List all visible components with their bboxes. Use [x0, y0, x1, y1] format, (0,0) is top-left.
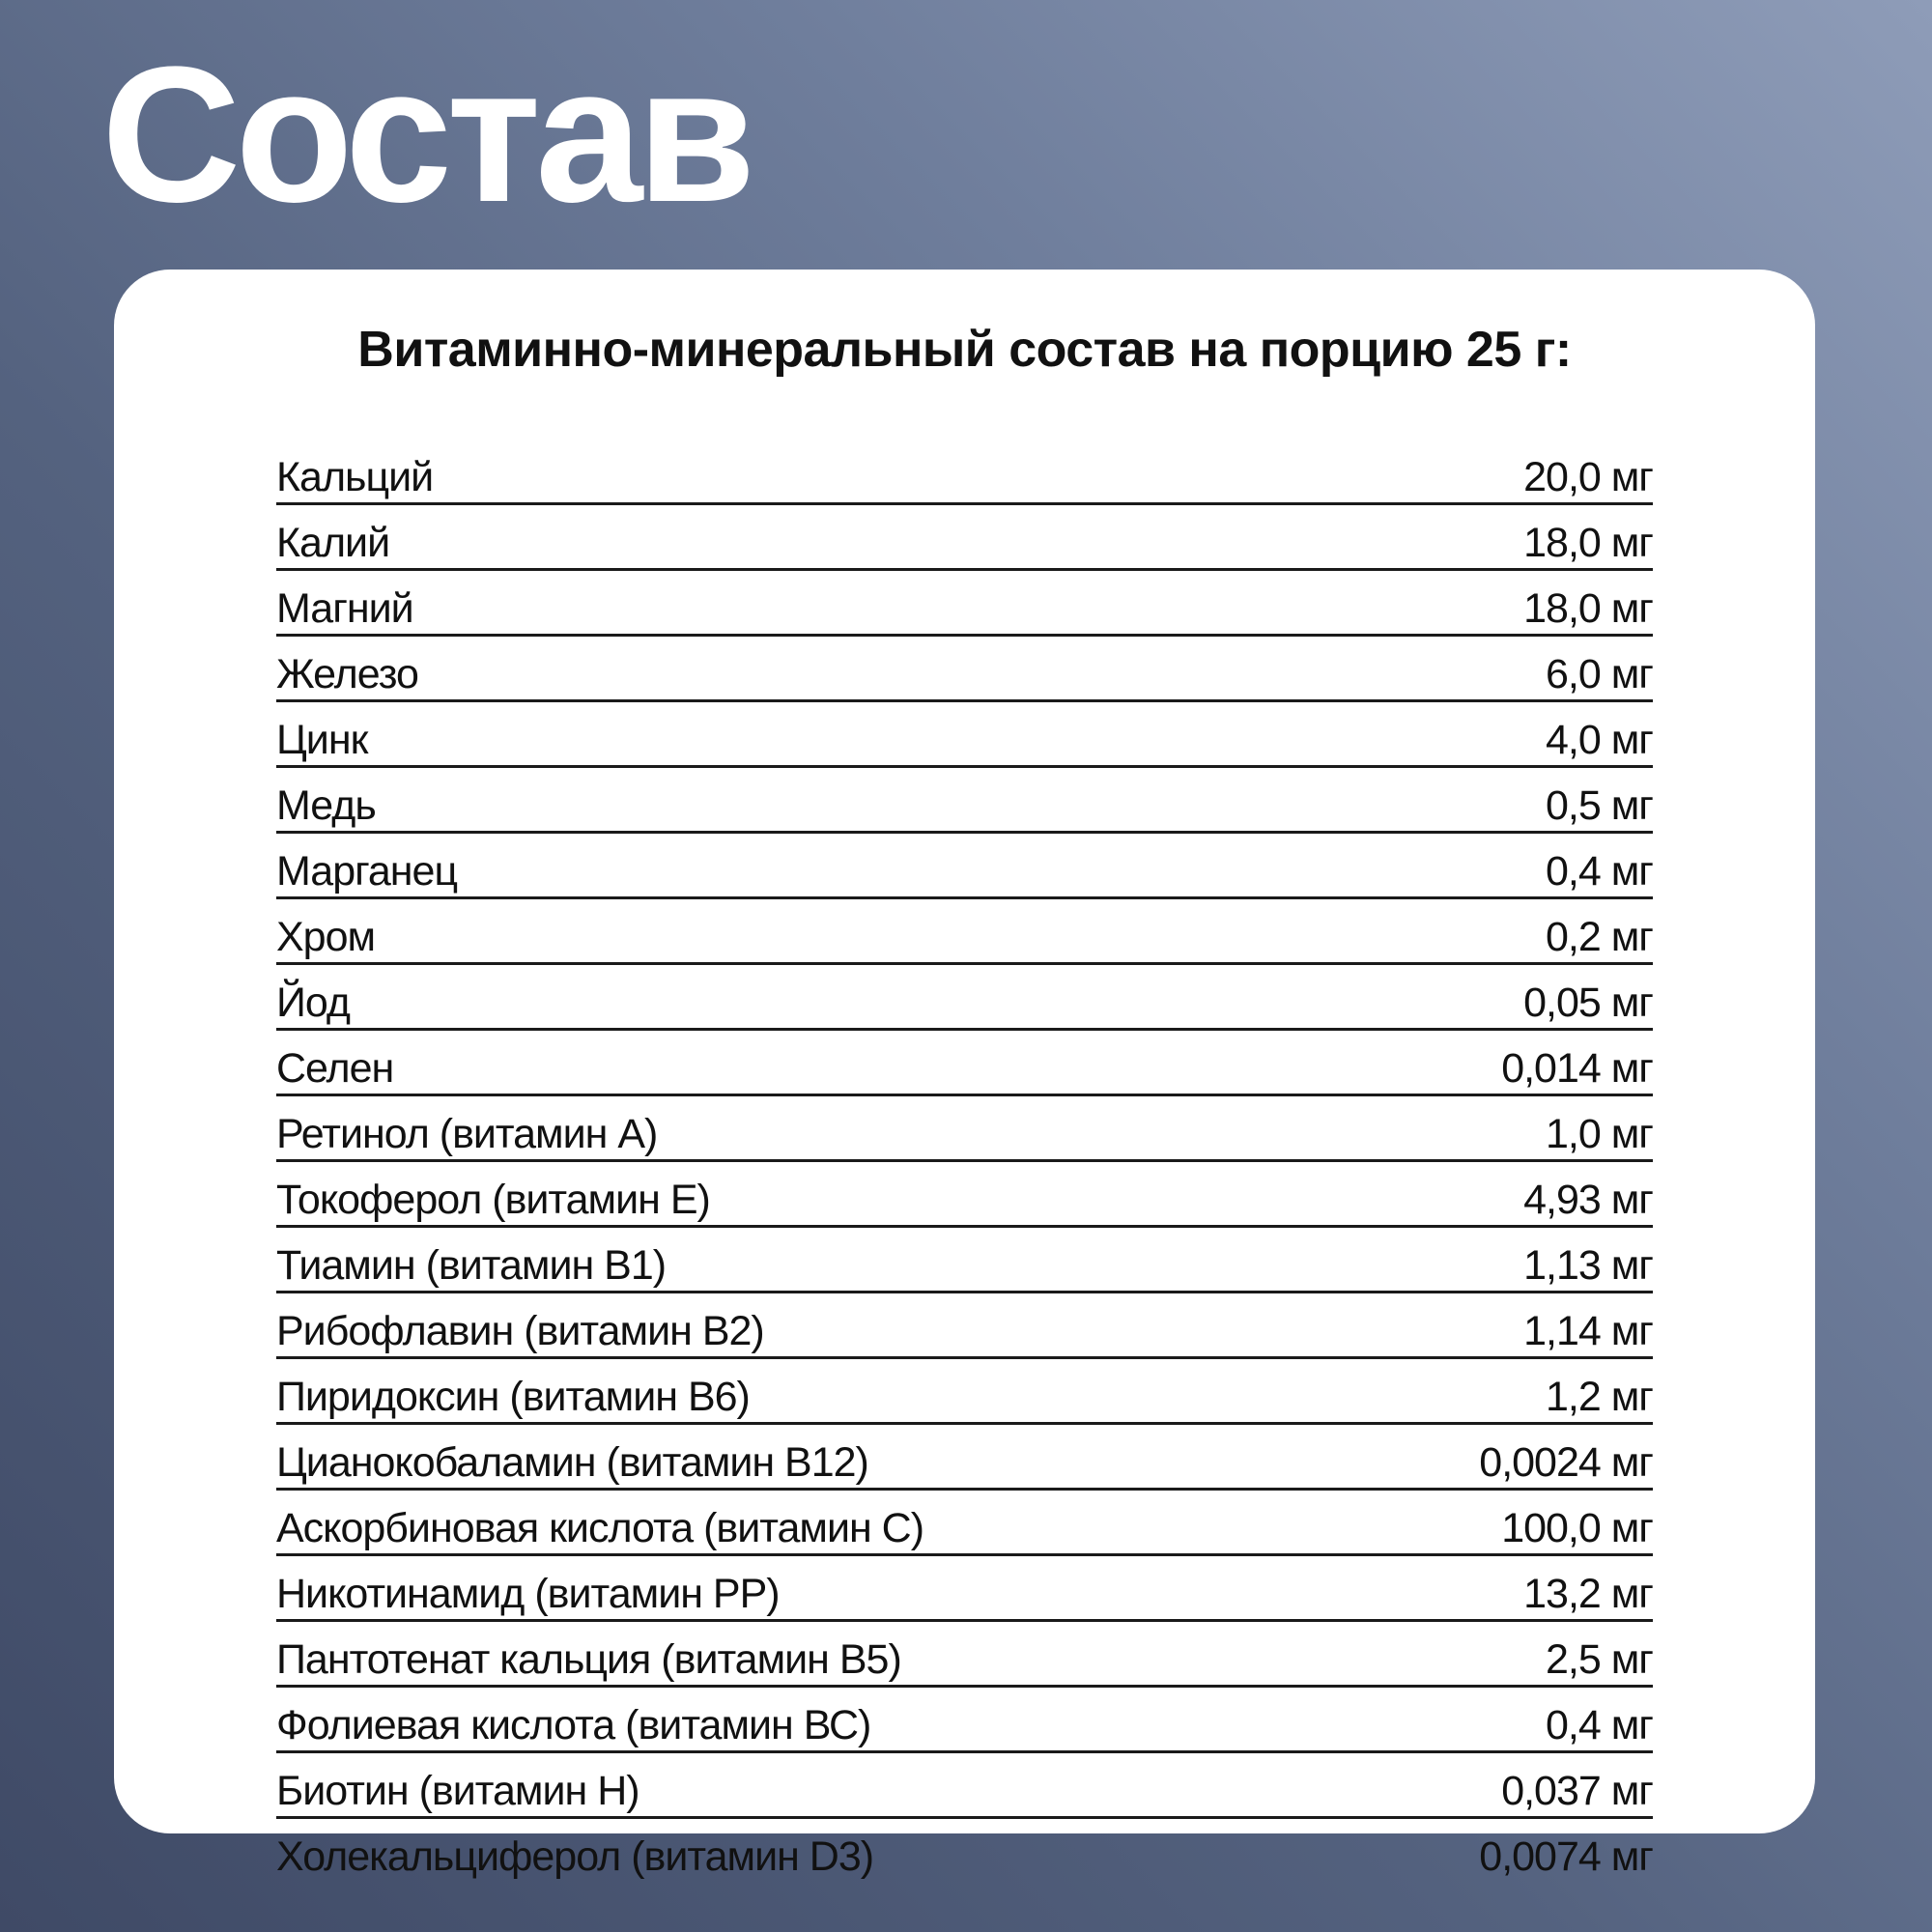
nutrient-name: Селен: [276, 1045, 394, 1092]
nutrient-value: 13,2 мг: [1523, 1571, 1653, 1617]
nutrient-name: Никотинамид (витамин РР): [276, 1571, 780, 1617]
table-row: [276, 1556, 1653, 1622]
table-row: [276, 834, 1653, 899]
table-row: [276, 1753, 1653, 1819]
nutrient-value: 0,0074 мг: [1479, 1833, 1653, 1880]
table-row: [276, 1293, 1653, 1359]
table-row: [276, 1096, 1653, 1162]
nutrient-value: 1,13 мг: [1523, 1242, 1653, 1289]
nutrient-name: Йод: [276, 980, 350, 1026]
nutrient-name: Марганец: [276, 848, 458, 895]
table-row: [276, 702, 1653, 768]
card-heading: Витаминно-минеральный состав на порцию 25 г:: [357, 322, 1572, 378]
table-row: [276, 505, 1653, 571]
table-row: [276, 1359, 1653, 1425]
nutrient-value: 0,5 мг: [1546, 782, 1653, 829]
nutrient-name: Ретинол (витамин А): [276, 1111, 658, 1157]
table-row: [276, 1425, 1653, 1491]
nutrient-value: 1,0 мг: [1546, 1111, 1653, 1157]
table-row: [276, 1228, 1653, 1293]
nutrient-name: Хром: [276, 914, 376, 960]
table-row: [276, 1819, 1653, 1882]
nutrient-value: 1,2 мг: [1546, 1374, 1653, 1420]
nutrient-name: Тиамин (витамин В1): [276, 1242, 667, 1289]
nutrient-value: 100,0 мг: [1501, 1505, 1653, 1551]
nutrient-value: 0,014 мг: [1501, 1045, 1653, 1092]
nutrient-value: 4,93 мг: [1523, 1177, 1653, 1223]
nutrient-value: 0,2 мг: [1546, 914, 1653, 960]
nutrient-value: 0,05 мг: [1523, 980, 1653, 1026]
nutrient-name: Аскорбиновая кислота (витамин С): [276, 1505, 924, 1551]
table-row: [276, 1688, 1653, 1753]
nutrient-name: Медь: [276, 782, 376, 829]
nutrient-name: Кальций: [276, 454, 434, 500]
table-row: [276, 1491, 1653, 1556]
nutrient-name: Рибофлавин (витамин В2): [276, 1308, 764, 1354]
table-row: [276, 1162, 1653, 1228]
nutrient-value: 4,0 мг: [1546, 717, 1653, 763]
page-title: Состав: [101, 27, 751, 242]
nutrient-name: Цинк: [276, 717, 368, 763]
nutrient-value: 0,037 мг: [1501, 1768, 1653, 1814]
table-row: [276, 440, 1653, 505]
nutrient-value: 1,14 мг: [1523, 1308, 1653, 1354]
nutrient-value: 0,4 мг: [1546, 848, 1653, 895]
nutrient-name: Пантотенат кальция (витамин В5): [276, 1636, 901, 1683]
nutrient-name: Фолиевая кислота (витамин ВС): [276, 1702, 871, 1748]
nutrient-value: 2,5 мг: [1546, 1636, 1653, 1683]
nutrient-value: 6,0 мг: [1546, 651, 1653, 697]
nutrient-value: 20,0 мг: [1523, 454, 1653, 500]
nutrient-name: Калий: [276, 520, 390, 566]
nutrient-name: Железо: [276, 651, 418, 697]
nutrient-name: Холекальциферол (витамин D3): [276, 1833, 874, 1880]
nutrient-value: 18,0 мг: [1523, 585, 1653, 632]
table-row: [276, 571, 1653, 637]
table-row: [276, 768, 1653, 834]
table-row: [276, 965, 1653, 1031]
nutrient-name: Биотин (витамин Н): [276, 1768, 639, 1814]
nutrient-value: 0,0024 мг: [1479, 1439, 1653, 1486]
nutrient-value: 0,4 мг: [1546, 1702, 1653, 1748]
nutrient-value: 18,0 мг: [1523, 520, 1653, 566]
table-row: [276, 1031, 1653, 1096]
nutrient-name: Пиридоксин (витамин В6): [276, 1374, 750, 1420]
nutrient-name: Цианокобаламин (витамин В12): [276, 1439, 868, 1486]
nutrient-name: Магний: [276, 585, 413, 632]
table-row: [276, 1622, 1653, 1688]
nutrient-name: Токоферол (витамин Е): [276, 1177, 710, 1223]
composition-card: [114, 270, 1815, 1880]
table-row: [276, 899, 1653, 965]
nutrient-table: [276, 440, 1653, 1882]
table-row: [276, 637, 1653, 702]
